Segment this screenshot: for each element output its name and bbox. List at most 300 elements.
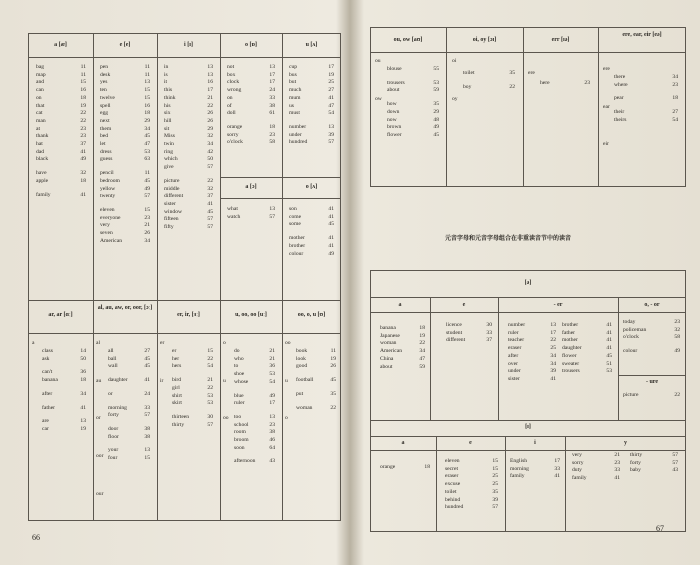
- page-ref: 21: [207, 94, 213, 101]
- page-ref: 49: [144, 185, 150, 192]
- page-ref: 18: [269, 123, 275, 130]
- word-entry: [172, 422, 213, 430]
- page-ref: 53: [433, 79, 439, 86]
- page-ref: 23: [614, 459, 620, 466]
- word: yes: [100, 79, 108, 86]
- word: down: [387, 108, 400, 115]
- page-ref: 41: [554, 473, 560, 480]
- word-entry: [100, 149, 150, 157]
- page-ref: 35: [433, 101, 439, 108]
- word: put: [296, 390, 304, 397]
- word: pencil: [100, 170, 114, 177]
- page-ref: 41: [328, 235, 334, 242]
- word: box: [227, 71, 236, 78]
- column-ar-words: [42, 348, 86, 434]
- al-labels: [96, 340, 108, 499]
- page-ref: 34: [550, 360, 556, 367]
- word-entry: [100, 170, 150, 178]
- word: eleven: [100, 206, 115, 213]
- page-ref: 57: [207, 421, 213, 428]
- page-ref: 57: [492, 504, 498, 511]
- word-entry: [387, 117, 439, 125]
- word-entry: [234, 379, 275, 387]
- word: twin: [164, 141, 174, 148]
- page-ref: 22: [80, 117, 86, 124]
- word-entry: [510, 458, 560, 466]
- word-entry: [562, 353, 612, 361]
- page-ref: 42: [207, 148, 213, 155]
- page-ref: 22: [207, 102, 213, 109]
- word-entry: [36, 192, 86, 200]
- page-ref: 13: [207, 64, 213, 70]
- word-entry: [36, 79, 86, 87]
- word: her: [172, 355, 180, 362]
- spelling-label: ere: [528, 70, 535, 76]
- word: flower: [387, 131, 402, 138]
- word-entry: [36, 64, 86, 72]
- word-entry: [234, 414, 275, 422]
- word-entry: [227, 87, 275, 95]
- word: them: [100, 125, 112, 132]
- word: skirt: [172, 400, 182, 407]
- page-ref: 57: [144, 412, 150, 419]
- page-ref: 11: [80, 64, 86, 70]
- page-ref: 17: [207, 87, 213, 94]
- header-oo: oo, o, u [ʊ]: [297, 312, 326, 318]
- page-ref: 53: [269, 371, 275, 378]
- page-ref: 48: [433, 116, 439, 123]
- word: flower: [562, 352, 577, 359]
- word-entry: [289, 251, 334, 259]
- word: ruler: [508, 329, 519, 336]
- page-ref: 41: [606, 337, 612, 344]
- word: blue: [234, 392, 244, 399]
- word-entry: [36, 149, 86, 157]
- word-entry: [100, 215, 150, 223]
- column-oo-words: [296, 348, 336, 412]
- word-entry: [380, 356, 425, 364]
- word: wrong: [227, 87, 242, 94]
- word: door: [108, 425, 119, 432]
- spelling-label: oor: [96, 453, 104, 460]
- word-entry: [289, 243, 334, 251]
- i-header-i: i: [534, 440, 536, 446]
- page-ref: 32: [80, 170, 86, 177]
- word-entry: [234, 445, 275, 453]
- word-entry: [296, 405, 336, 413]
- ar-labels: [32, 340, 38, 348]
- page-ref: 19: [419, 332, 425, 339]
- word: good: [296, 363, 308, 370]
- word-entry: [387, 80, 439, 88]
- word-entry: [100, 126, 150, 134]
- word-entry: [508, 361, 556, 369]
- page-ref: 15: [144, 455, 150, 462]
- word: sorry: [572, 459, 584, 466]
- i-header-y: y: [624, 440, 627, 446]
- word: car: [42, 425, 49, 432]
- word: class: [42, 348, 53, 354]
- page-ref: 21: [614, 452, 620, 458]
- word: hundred: [445, 504, 464, 511]
- word-entry: [380, 348, 425, 356]
- page-ref: 13: [207, 71, 213, 78]
- spelling-label: a: [32, 340, 35, 346]
- word: dad: [36, 148, 45, 155]
- word: yellow: [100, 185, 116, 192]
- word-entry: [289, 235, 334, 243]
- page-ref: 50: [80, 355, 86, 362]
- page-ref: 41: [328, 213, 334, 220]
- word: clock: [227, 79, 240, 86]
- i-header-e: e: [469, 440, 472, 446]
- word-entry: [296, 348, 336, 356]
- word-entry: [42, 377, 86, 385]
- word: China: [380, 355, 394, 362]
- word: desk: [100, 71, 111, 78]
- word-entry: [227, 95, 275, 103]
- column-o-words: [227, 64, 275, 147]
- word-entry: [164, 141, 213, 149]
- word-entry: [227, 124, 275, 132]
- word-entry: [289, 72, 334, 80]
- word-entry: [172, 363, 213, 371]
- page-ref: 30: [207, 413, 213, 420]
- word-entry: [508, 368, 556, 376]
- page-ref: 18: [424, 464, 430, 470]
- page-ref: 11: [144, 64, 150, 70]
- column-i-words: [164, 64, 213, 232]
- word: some: [289, 221, 301, 228]
- word: can't: [42, 369, 53, 376]
- page-ref: 35: [509, 70, 515, 76]
- word: fifty: [164, 224, 174, 231]
- i-a-words: [380, 464, 430, 472]
- word-entry: [36, 110, 86, 118]
- word-entry: [164, 64, 213, 72]
- word: daughter: [108, 377, 128, 384]
- word: can: [36, 87, 44, 94]
- page-ref: 19: [80, 102, 86, 109]
- word-entry: [234, 429, 275, 437]
- column-e-words: [100, 64, 150, 245]
- page-ref: 15: [144, 206, 150, 213]
- word-entry: [296, 363, 336, 371]
- column-oi-words: [463, 70, 515, 91]
- i-y-words-2: [630, 452, 678, 475]
- word: which: [164, 156, 178, 163]
- page-ref: 14: [80, 348, 86, 354]
- word-entry: [172, 400, 213, 408]
- page-ref: 15: [492, 458, 498, 464]
- word: number: [289, 123, 307, 130]
- column-er-words: [172, 348, 213, 429]
- word-entry: [289, 139, 334, 147]
- page-ref: 23: [672, 81, 678, 88]
- page-ref: 45: [330, 377, 336, 384]
- word: of: [227, 102, 232, 109]
- schwa-header-a: a: [398, 302, 402, 308]
- page-ref: 23: [584, 80, 590, 86]
- schwa-o-words: [623, 319, 680, 356]
- header-i: i [ɪ]: [184, 42, 193, 48]
- word: brother: [289, 242, 306, 249]
- page-ref: 58: [269, 139, 275, 146]
- word: their: [614, 109, 625, 116]
- column-ee-words: [540, 80, 590, 88]
- word: pen: [100, 64, 109, 70]
- word-entry: [387, 124, 439, 132]
- ere-labels: [603, 66, 613, 149]
- page-ref: 11: [80, 71, 86, 78]
- word: thirty: [630, 452, 643, 458]
- word: eraser: [508, 345, 522, 352]
- word: to: [234, 363, 239, 370]
- page-ref: 57: [207, 216, 213, 223]
- page-ref: 30: [486, 322, 492, 328]
- page-ref: 22: [207, 355, 213, 362]
- page-ref: 57: [269, 213, 275, 220]
- word-entry: [572, 452, 620, 460]
- word-entry: [234, 393, 275, 401]
- word: six: [164, 110, 171, 117]
- word: doll: [227, 110, 236, 117]
- word-entry: [387, 101, 439, 109]
- i-i-words: [510, 458, 560, 481]
- page-ref: 26: [144, 230, 150, 237]
- page-ref: 49: [328, 250, 334, 257]
- word: blouse: [387, 66, 402, 72]
- schwa-header-o: o, - or: [644, 302, 660, 308]
- page-ref: 15: [144, 94, 150, 101]
- word: morning: [510, 465, 529, 472]
- word-entry: [164, 149, 213, 157]
- word-entry: [289, 103, 334, 111]
- word-entry: [508, 322, 556, 330]
- page-ref: 11: [144, 170, 150, 177]
- page-ref: 17: [269, 79, 275, 86]
- page-ref: 25: [328, 79, 334, 86]
- word-entry: [540, 80, 590, 88]
- word: about: [387, 87, 400, 94]
- word: now: [387, 116, 397, 123]
- word: at: [36, 125, 41, 132]
- word-entry: [445, 466, 498, 474]
- word-entry: [227, 103, 275, 111]
- word: American: [100, 237, 123, 244]
- page-ref: 15: [144, 87, 150, 94]
- word: hers: [172, 363, 182, 370]
- word-entry: [227, 206, 275, 214]
- page-ref: 41: [550, 375, 556, 382]
- i-y-words-1: [572, 452, 620, 483]
- spelling-label: o: [285, 415, 288, 422]
- word: there: [614, 74, 626, 80]
- word-entry: [100, 141, 150, 149]
- word-entry: [387, 87, 439, 95]
- page-ref: 59: [433, 87, 439, 94]
- word: your: [108, 447, 119, 454]
- spelling-label: oo: [223, 415, 229, 422]
- header-ou: ou, ow [aʊ]: [393, 37, 423, 43]
- word-entry: [36, 178, 86, 186]
- page-ref: 23: [80, 125, 86, 132]
- page-ref: 34: [207, 141, 213, 148]
- word: how: [387, 101, 397, 108]
- word-entry: [42, 418, 86, 426]
- word: Miss: [164, 133, 175, 140]
- page-ref: 25: [492, 473, 498, 480]
- page-ref: 32: [207, 133, 213, 140]
- word: map: [36, 71, 46, 78]
- word-entry: [164, 110, 213, 118]
- word-entry: [630, 467, 678, 475]
- word: look: [296, 355, 306, 362]
- schwa-title: [ə]: [524, 280, 532, 286]
- word: ring: [164, 148, 174, 155]
- word: pear: [614, 95, 624, 102]
- word: football: [296, 377, 314, 384]
- page-ref: 57: [328, 139, 334, 146]
- page-ref: 27: [672, 109, 678, 116]
- page-ref: 41: [80, 191, 86, 198]
- page-ref: 19: [80, 425, 86, 432]
- word: everyone: [100, 214, 121, 221]
- page-ref: 43: [672, 467, 678, 474]
- page-ref: 36: [269, 363, 275, 370]
- page-ref: 57: [672, 452, 678, 458]
- word-entry: [380, 364, 425, 372]
- word-entry: [562, 368, 612, 376]
- word: mother: [289, 235, 305, 242]
- word-entry: [445, 504, 498, 512]
- word: window: [164, 208, 183, 215]
- word: ten: [100, 87, 107, 94]
- word-entry: [172, 414, 213, 422]
- word-entry: [164, 103, 213, 111]
- word: orange: [380, 464, 396, 470]
- word: bird: [172, 377, 182, 384]
- page-ref: 41: [80, 148, 86, 155]
- page-ref: 13: [269, 64, 275, 70]
- word-entry: [289, 79, 334, 87]
- page-ref: 39: [328, 131, 334, 138]
- word-entry: [234, 363, 275, 371]
- word-entry: [42, 426, 86, 434]
- column-o-u-words: [289, 206, 334, 258]
- word: number: [508, 322, 526, 328]
- page-ref: 13: [269, 206, 275, 212]
- word: next: [100, 117, 110, 124]
- page-ref: 32: [207, 185, 213, 192]
- schwa-header-e: e: [462, 302, 466, 308]
- i-e-words: [445, 458, 498, 512]
- word-entry: [36, 170, 86, 178]
- word-entry: [289, 214, 334, 222]
- word: father: [42, 404, 56, 411]
- word: do: [234, 348, 240, 354]
- word: egg: [100, 110, 109, 117]
- page-ref: 13: [328, 123, 334, 130]
- page-ref: 33: [269, 94, 275, 101]
- word-entry: [100, 186, 150, 194]
- word: who: [234, 355, 244, 362]
- page-ref: 41: [606, 322, 612, 328]
- word-entry: [234, 400, 275, 408]
- word: brown: [387, 124, 402, 131]
- word: eraser: [445, 473, 459, 480]
- header-ee: err [ɪə]: [551, 37, 570, 43]
- word: policeman: [623, 326, 647, 333]
- word-entry: [42, 348, 86, 356]
- word: theirs: [614, 116, 627, 123]
- word: dress: [100, 148, 112, 155]
- word-entry: [172, 356, 213, 364]
- word-entry: [108, 363, 150, 371]
- word: his: [164, 102, 171, 109]
- word: room: [234, 429, 246, 436]
- word: man: [36, 117, 46, 124]
- word-entry: [36, 156, 86, 164]
- page-ref: 25: [492, 481, 498, 488]
- page-ref: 47: [144, 141, 150, 148]
- word-entry: [445, 497, 498, 505]
- word-entry: [100, 193, 150, 201]
- word: banana: [42, 377, 58, 384]
- word: student: [446, 329, 463, 336]
- page-ref: 54: [328, 110, 334, 117]
- page-ref: 27: [144, 348, 150, 354]
- page-ref: 51: [606, 360, 612, 367]
- page-ref: 24: [269, 87, 275, 94]
- page-ref: 17: [550, 329, 556, 336]
- page-ref: 23: [144, 214, 150, 221]
- page-ref: 41: [328, 94, 334, 101]
- word: let: [100, 141, 106, 148]
- word-entry: [164, 224, 213, 232]
- page-ref: 41: [614, 475, 620, 482]
- word-entry: [387, 109, 439, 117]
- spelling-label: u: [223, 377, 226, 384]
- word: family: [510, 473, 525, 480]
- page-ref: 64: [269, 444, 275, 451]
- page-ref: 45: [606, 352, 612, 359]
- word-entry: [572, 467, 620, 475]
- page-ref: 37: [80, 141, 86, 148]
- word: very: [572, 452, 582, 458]
- page-ref: 41: [80, 404, 86, 411]
- word: bed: [100, 133, 109, 140]
- ou-labels: [375, 58, 385, 103]
- page-ref: 34: [144, 237, 150, 244]
- word: o'clock: [227, 139, 243, 146]
- spelling-label: or: [96, 415, 101, 422]
- word-entry: [445, 489, 498, 497]
- word: cup: [289, 64, 298, 70]
- word: middle: [164, 185, 180, 192]
- page-ref: 29: [433, 108, 439, 115]
- word-entry: [234, 437, 275, 445]
- word: girl: [172, 384, 180, 391]
- word-entry: [36, 126, 86, 134]
- word: thirteen: [172, 413, 190, 420]
- page-ref: 24: [144, 390, 150, 397]
- word: mother: [562, 337, 578, 344]
- word: guess: [100, 156, 113, 163]
- page-ref: 57: [207, 164, 213, 171]
- word: come: [289, 213, 302, 220]
- page-ref: 43: [269, 458, 275, 465]
